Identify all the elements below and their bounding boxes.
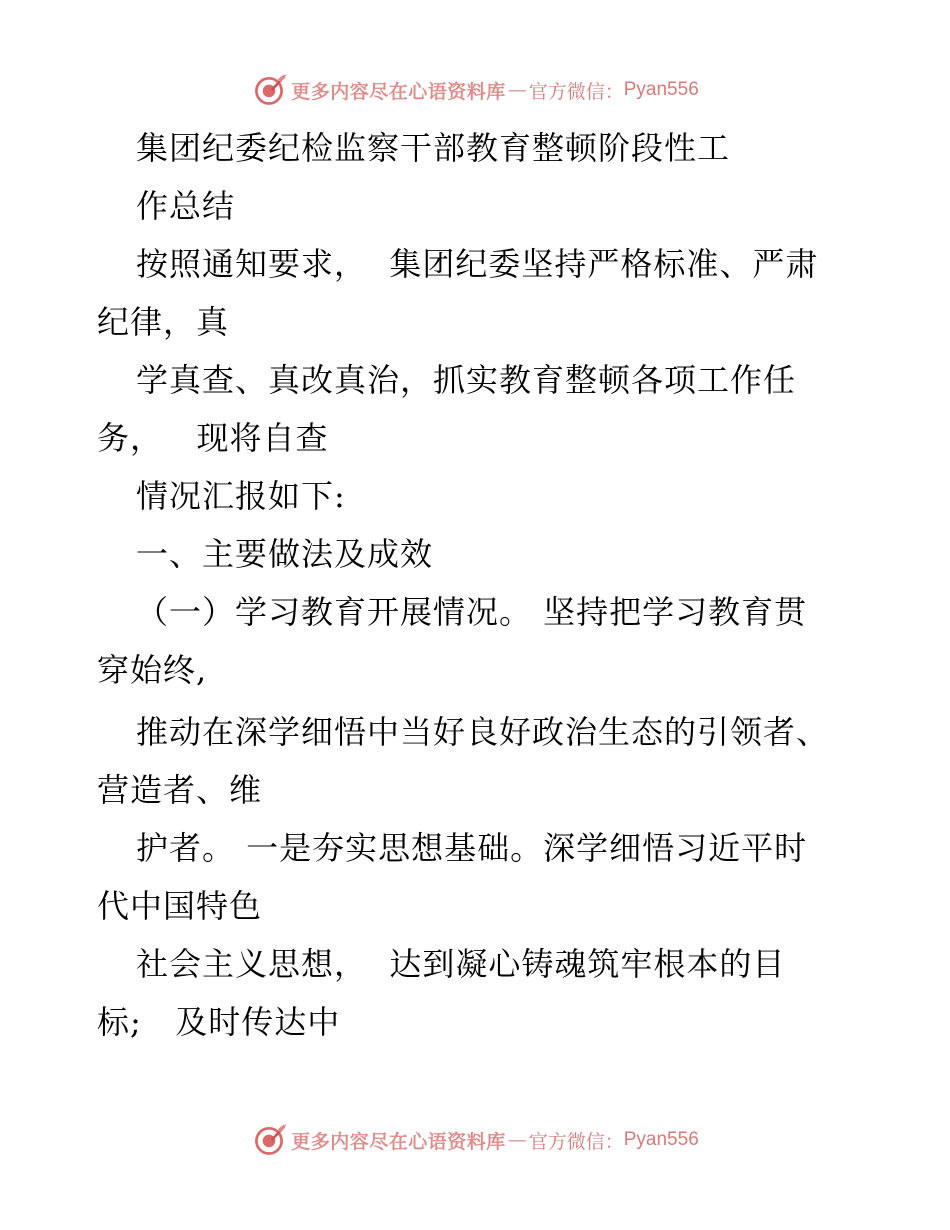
doc-text-line: 务， 现将自查 [97,419,329,457]
doc-text-line: 推动在深学细悟中当好良好政治生态的引领者、 [136,713,830,751]
doc-section-heading: 一、主要做法及成效 [136,535,434,573]
watermark-site-text: 更多内容尽在心语资料库 [291,1130,506,1153]
watermark-wechat-id: Pyan556 [623,79,699,100]
doc-text-line: 营造者、维 [97,771,263,809]
watermark-separator: — [507,79,527,101]
doc-text-line: 情况汇报如下: [136,477,346,515]
doc-text-line: 学真查、真改真治，抓实教育整顿各项工作任 [136,361,797,399]
doc-text-line: 纪律，真 [97,303,230,341]
doc-text-line: 按照通知要求， 集团纪委坚持严格标准、严肃 [136,245,819,283]
watermark-separator: — [507,1129,527,1151]
watermark-wechat-label: 官方微信： [528,1130,624,1153]
watermark-wechat-label: 官方微信： [528,80,624,103]
doc-text-line: 护者。 一是夯实思想基础。深学细悟习近平时 [136,829,808,867]
watermark-wechat-id: Pyan556 [623,1129,699,1150]
watermark-banner-bottom [0,1120,950,1160]
quill-logo-icon [251,1122,287,1158]
doc-text-line: 穿始终, [97,651,208,689]
watermark-site-text: 更多内容尽在心语资料库 [291,80,506,103]
doc-text-line: 社会主义思想， 达到凝心铸魂筑牢根本的目 [136,945,786,983]
doc-text-line: 标; 及时传达中 [97,1003,341,1041]
doc-title-line-2: 作总结 [136,187,236,225]
doc-title-line-1: 集团纪委纪检监察干部教育整顿阶段性工 [136,129,731,167]
doc-subsection-line: （一）学习教育开展情况。 坚持把学习教育贯 [136,593,808,631]
doc-text-line: 代中国特色 [97,887,263,925]
